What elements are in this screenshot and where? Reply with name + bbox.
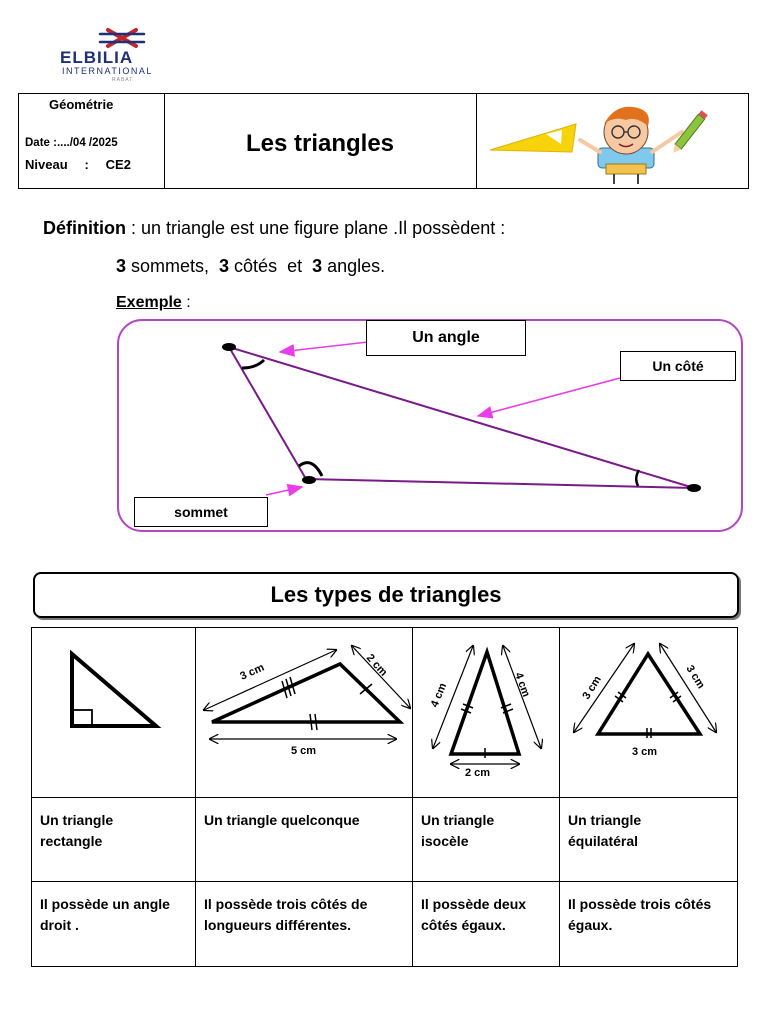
figure-cell-equilateral xyxy=(560,628,738,798)
callout-vertex: sommet xyxy=(134,497,268,527)
level-label: Niveau : CE2 xyxy=(25,157,131,172)
callout-side: Un côté xyxy=(620,351,736,381)
descriptions-row xyxy=(32,882,738,967)
definition-body: : un triangle est une figure plane .Il possèdent : xyxy=(126,218,506,238)
scalene-label-b: 2 cm xyxy=(363,651,390,679)
logo-subtitle: INTERNATIONAL xyxy=(62,66,153,76)
angle-arc-right xyxy=(636,470,639,486)
type-name-right: Un triangle rectangle xyxy=(32,798,196,882)
names-row xyxy=(32,798,738,882)
type-name-scalene: Un triangle quelconque xyxy=(196,798,413,882)
example-title: Exemple xyxy=(116,294,182,311)
right-triangle-figure xyxy=(32,628,192,792)
figures-row xyxy=(32,628,738,798)
isosceles-triangle-figure xyxy=(413,628,558,792)
student-illustration-icon xyxy=(476,94,748,188)
count-sides: 3 xyxy=(219,256,230,276)
count-vertices: 3 xyxy=(116,256,127,276)
count-sides-word: côtés et xyxy=(229,256,313,276)
example-label xyxy=(116,294,191,312)
definition-counts xyxy=(116,256,385,277)
type-desc-equilateral: Il possède trois côtés égaux. xyxy=(560,882,738,967)
type-desc-scalene: Il possède trois côtés de longueurs différentes. xyxy=(196,882,413,967)
arrow-to-angle xyxy=(280,342,368,352)
example-colon: : xyxy=(181,294,191,311)
type-name-equilateral: Un triangle équilatéral xyxy=(560,798,738,882)
type-desc-right: Il possède un angle droit . xyxy=(32,882,196,967)
isosceles-label-a: 4 cm xyxy=(428,681,450,710)
equilateral-triangle-figure xyxy=(560,628,736,792)
figure-cell-scalene xyxy=(196,628,413,798)
type-name-isosceles: Un triangle isocèle xyxy=(413,798,560,882)
header-illustration-cell xyxy=(476,94,748,188)
figure-cell-right xyxy=(32,628,196,798)
angle-arc-top xyxy=(242,360,264,368)
scalene-label-a: 3 cm xyxy=(238,661,267,683)
equilateral-label-b: 3 cm xyxy=(683,663,707,691)
count-angles-word: angles. xyxy=(322,256,386,276)
type-desc-isosceles: Il possède deux côtés égaux. xyxy=(413,882,560,967)
isosceles-label-c: 2 cm xyxy=(465,767,491,779)
count-vertices-word: sommets, xyxy=(126,256,220,276)
scalene-triangle-figure xyxy=(196,628,411,792)
count-angles: 3 xyxy=(312,256,323,276)
equilateral-label-c: 3 cm xyxy=(632,746,658,758)
example-diagram xyxy=(116,318,744,533)
date-label: Date :..../04 /2025 xyxy=(25,137,118,149)
equilateral-label-a: 3 cm xyxy=(580,673,604,702)
vertex-dot-right xyxy=(687,484,701,492)
triangle-types-table xyxy=(31,627,738,967)
definition-text xyxy=(43,218,505,239)
logo-city: RABAT xyxy=(112,77,134,83)
vertex-dot-top xyxy=(222,343,236,351)
subject-label: Géométrie xyxy=(49,97,114,112)
definition-term: Définition xyxy=(43,218,126,238)
scalene-label-c: 5 cm xyxy=(291,745,317,757)
school-logo xyxy=(50,22,190,84)
worksheet-header xyxy=(18,93,749,189)
header-info-cell xyxy=(19,94,165,188)
header-title-cell xyxy=(164,94,477,188)
logo-name: ELBILIA xyxy=(60,48,134,67)
types-section-title: Les types de triangles xyxy=(33,572,739,618)
figure-cell-isosceles xyxy=(413,628,560,798)
page-title: Les triangles xyxy=(245,130,395,157)
callout-angle: Un angle xyxy=(366,320,526,356)
arrow-to-side xyxy=(478,378,620,416)
vertex-dot-bottom-left xyxy=(302,476,316,484)
isosceles-label-b: 4 cm xyxy=(512,670,533,699)
arrow-to-vertex xyxy=(266,487,302,495)
